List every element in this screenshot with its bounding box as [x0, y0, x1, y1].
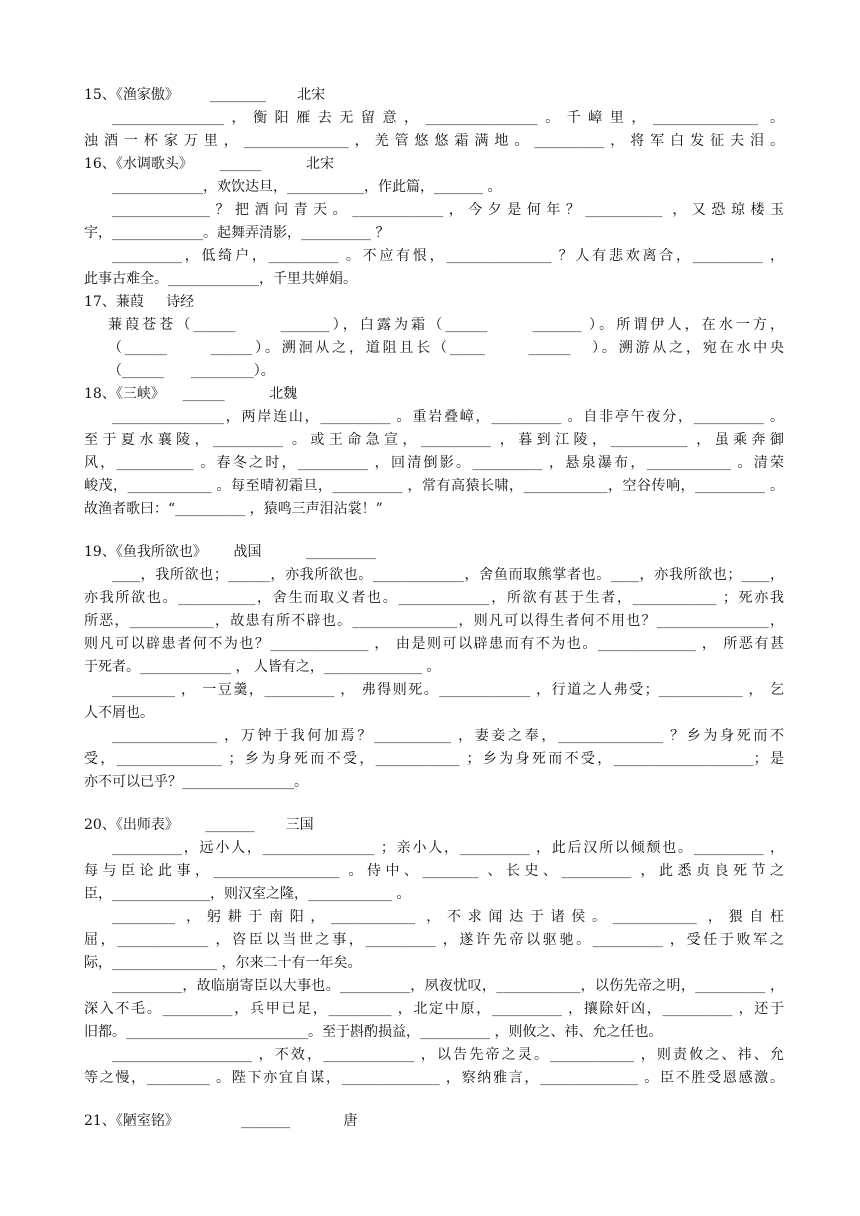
text-line: 臣，______________，则汉室之隆，____________ 。 — [84, 886, 411, 902]
text-line: 屈，_____________ ，咨臣以当世之事，__________ ，遂许先帝以驱驰。__________ ，受任于败军之 — [84, 932, 784, 948]
text-line: 所恶，____________，故患有所不辟也。_______________，则凡可以得生者何不用也？________________， — [84, 613, 784, 629]
text-line: 于死者。_____________ ， 人皆有之，______________ 。 — [84, 659, 441, 675]
text-line: 受，_______________ ；乡为身死而不受，____________ ；乡为身死而不受，____________________；是 — [84, 751, 784, 767]
text-line: ________________，两岸连山，__________ 。重岩叠嶂，__________ 。自非亭午夜分，__________ 。 — [112, 409, 784, 425]
text-line: 故渔者歌曰：“__________ ，猿鸣三声泪沾裳！” — [84, 501, 383, 517]
text-line: 此事古难全。_____________，千里共婵娟。 — [84, 271, 357, 287]
text-line: ________________，衡阳雁去无留意，________________。千嶂里，_______________ 。 — [112, 110, 784, 126]
text-line: 人不屑也。 — [84, 705, 154, 721]
text-line: __________，远小人，________________ ；亲小人，__________ ，此后汉所以倾颓也。__________ ， — [112, 840, 784, 856]
text-line: 宇，_____________。起舞弄清影，__________ ？ — [84, 225, 390, 241]
text-line: 深入不毛。__________，兵甲已足，_________ ，北定中原，__________ ，攘除奸凶，__________ ，还于 — [84, 1001, 784, 1017]
text-line: _________ ，躬耕于南阳，____________ ，不求闻达于诸侯。____________ ，猥自枉 — [112, 909, 784, 925]
poem-heading: 18、《三峡》 ______ 北魏 — [84, 386, 298, 402]
text-line: __________，低绮户，__________ 。不应有恨，_______________ ？人有悲欢离合，__________ ， — [112, 248, 784, 264]
poem-heading: 19、《鱼我所欲也》 战国 __________ — [84, 544, 377, 560]
text-line: 则凡可以辟患者何不为也？______________ ， 由是则可以辟患而有不为也。______________ ， 所恶有甚 — [84, 636, 784, 652]
text-line: 峻茂，____________ 。每至晴初霜旦，__________ ，常有高猿长啸，____________，空谷传响，__________ 。 — [84, 478, 784, 494]
text-line: _____________，欢饮达旦，___________，作此篇，_______ 。 — [112, 179, 502, 195]
text-line: ______________？把酒问青天。_____________，今夕是何年？___________ ，又恐琼楼玉 — [112, 202, 784, 218]
text-line: 风，___________ 。春冬之时，__________ ，回清倒影。__________ ，悬泉瀑布，____________ 。清荣 — [84, 455, 784, 471]
text-line: （______ _________）。 — [108, 363, 275, 379]
text-line: ____________________ ，不效，_____________ ，以告先帝之灵。____________ ，则责攸之、祎、允 — [112, 1047, 784, 1063]
poem-heading: 20、《出师表》 _______ 三国 — [84, 817, 314, 833]
text-line: __________，故临崩寄臣以大事也。__________，夙夜忧叹，____________，以伤先帝之明，__________ ， — [112, 978, 784, 994]
text-line: 际，_______________ ，尔来二十有一年矣。 — [84, 955, 362, 971]
text-line: 等之慢，_________ 。陛下亦宜自谋，______________ ，察纳雅言，______________ 。臣不胜受恩感激。 — [84, 1070, 784, 1086]
text-line: _________ ， 一豆羹，__________ ， 弗得则死。_____________ ，行道之人弗受；____________ ， 乞 — [112, 682, 784, 698]
text-line: 旧都。__________________________。至于斟酌损益，__________ ，则攸之、祎、允之任也。 — [84, 1024, 663, 1040]
text-line: 至于夏水襄陵，__________ 。或王命急宣，__________ ，暮到江陵，___________ ，虽乘奔御 — [84, 432, 784, 448]
text-line: _______________ ，万钟于我何加焉？___________ ，妻妾之奉，_______________ ？乡为身死而不 — [112, 728, 784, 744]
text-line: 蒹葭苍苍（______ _______），白露为霜（______ _______ ）。所谓伊人，在水一方， — [108, 317, 784, 333]
poem-heading: 17、蒹葭 诗经 — [84, 294, 195, 310]
text-line: （______ ______）。溯洄从之，道阻且长（_____ ______ ）。溯游从之，宛在水中央 — [108, 340, 784, 356]
poem-heading: 21、《陋室铭》 _______ 唐 — [84, 1113, 358, 1129]
text-line: 亦我所欲也。___________，舍生而取义者也。_____________，所欲有甚于生者，____________ ；死亦我 — [84, 590, 784, 606]
text-line: ____，我所欲也；______，亦我所欲也。_____________，舍鱼而取熊掌者也。____，亦我所欲也；____， — [112, 567, 784, 583]
text-line: 浊酒一杯家万里，_______________，羌管悠悠霜满地。__________，将军白发征夫泪。 — [84, 133, 784, 149]
poem-heading: 15、《渔家傲》 ________ 北宋 — [84, 87, 326, 103]
text-line: 每与臣论此事，__________________ 。侍中、________ 、长史、__________ ，此悉贞良死节之 — [84, 863, 784, 879]
text-line: 亦不可以已乎？________________。 — [84, 774, 308, 790]
poem-heading: 16、《水调歌头》 ______ 北宋 — [84, 156, 335, 172]
